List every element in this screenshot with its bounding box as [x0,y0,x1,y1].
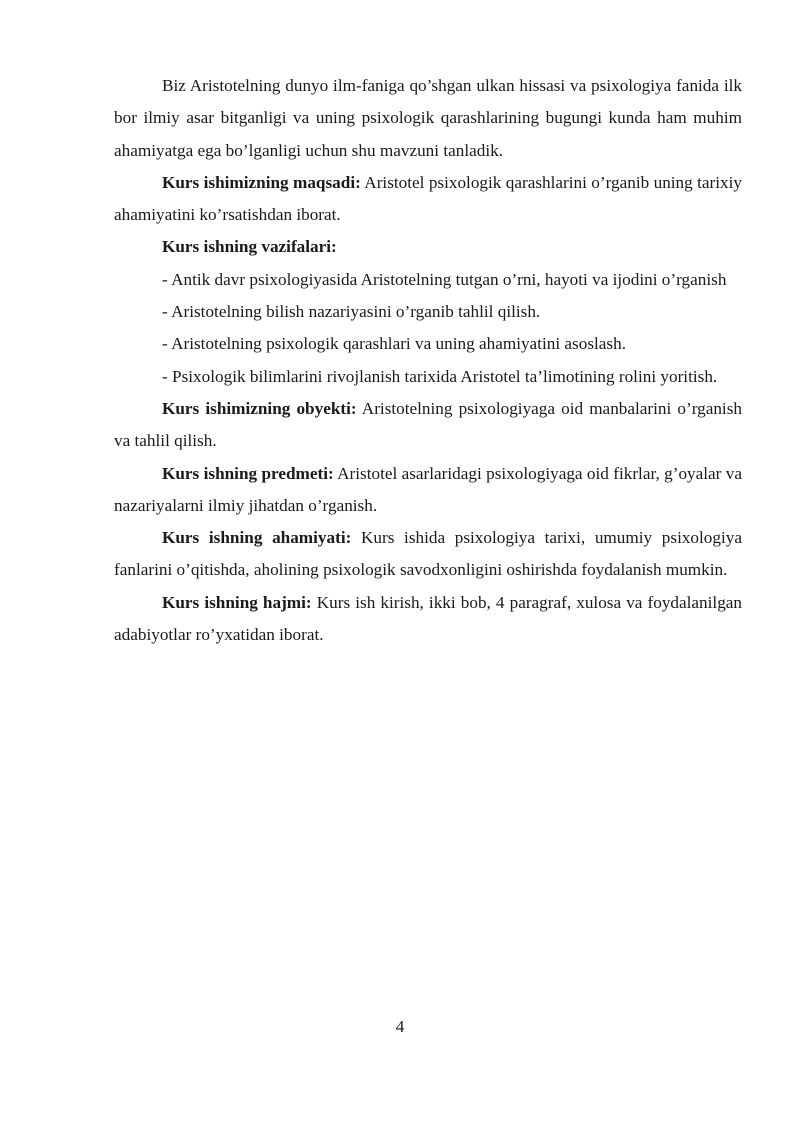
object-paragraph [114,393,742,458]
object-label: Kurs ishimizning obyekti: [162,398,357,418]
scope-text: Kurs ish kirish, ikki bob, 4 paragraf, xulosa va foydalanilgan adabiyotlar ro’yxatidan iborat. [114,592,743,645]
document-body [114,70,742,651]
goal-text: Aristotel psixologik qarashlarini o’rganib uning tarixiy ahamiyatini ko’rsatishdan iborat. [114,172,742,225]
significance-text: Kurs ishida psixologiya tarixi, umumiy psixologiya fanlarini o’qitishda, aholining psixologik savodxonligini oshirishda foydalanish mumkin. [114,528,742,580]
scope-label: Kurs ishning hajmi: [162,592,312,612]
tasks-heading: Kurs ishning vazifalari: [162,237,337,257]
subject-paragraph [114,458,742,523]
scope-paragraph [114,587,742,652]
task-item: - Psixologik bilimlarini rivojlanish tarixida Aristotel ta’limotining rolini yoritish. [162,366,718,386]
significance-label: Kurs ishning ahamiyati: [162,528,352,548]
task-item: - Aristotelning bilish nazariyasini o’rganib tahlil qilish. [162,302,541,322]
task-item: - Antik davr psixologiyasida Aristotelning tutgan o’rni, hayoti va ijodini o’rganish [162,269,727,289]
intro-paragraph: Biz Aristotelning dunyo ilm-faniga qo’shgan ulkan hissasi va psixologiya fanida ilk bor ilmiy asar bitganligi va uning psixologik qarashlarining bugungi kunda ham muhim ahamiyatga ega bo’lganligi uchun shu mavzuni tanladik. [114,76,742,160]
significance-paragraph [114,522,742,587]
page-number: 4 [395,1017,405,1036]
subject-label: Kurs ishning predmeti: [162,463,334,483]
subject-text: Aristotel asarlaridagi psixologiyaga oid fikrlar, g’oyalar va nazariyalarni ilmiy jihatdan o’rganish. [114,463,742,515]
object-text: Aristotelning psixologiyaga oid manbalarini o’rganish va tahlil qilish. [114,398,742,451]
goal-paragraph [114,167,742,232]
goal-label: Kurs ishimizning maqsadi: [162,172,361,192]
task-item: - Aristotelning psixologik qarashlari va uning ahamiyatini asoslash. [162,334,626,354]
